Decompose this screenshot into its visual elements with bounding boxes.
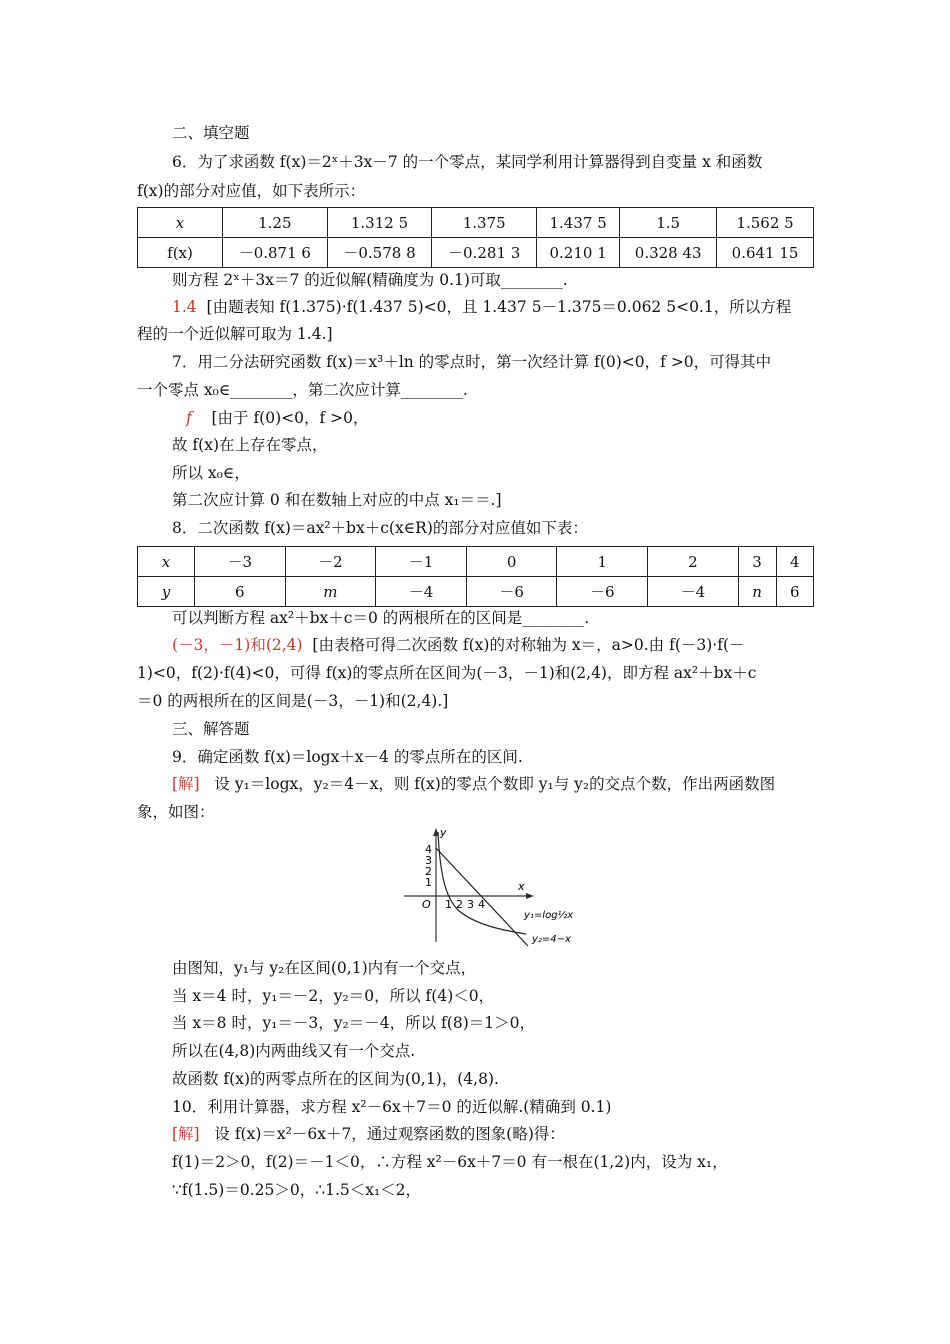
table-cell: 1.312 5: [327, 208, 432, 238]
table-header-cell: x: [138, 208, 223, 238]
table-cell: 0.328 43: [620, 238, 717, 268]
y-tick-label: 3: [425, 854, 432, 867]
q10-solution-line2: f(1)＝2＞0，f(2)＝－1＜0，∴方程 x²－6x＋7＝0 有一根在(1,2)内，设为 x₁，: [172, 1153, 728, 1171]
y-axis-label: y: [440, 826, 447, 839]
table-cell: －4: [648, 577, 739, 607]
x-axis-label: x: [518, 880, 525, 893]
q7-stem-line1: 7．用二分法研究函数 f(x)＝x³＋ln 的零点时，第一次经计算 f(0)<0，f >0，可得其中: [172, 353, 772, 371]
table-cell: －0.578 8: [327, 238, 432, 268]
origin-label: O: [422, 898, 431, 911]
table-cell: －0.871 6: [223, 238, 328, 268]
q8-explain-line3: ＝0 的两根所在的区间是(－3，－1)和(2,4).]: [137, 692, 449, 710]
x-axis-arrow-icon: [526, 893, 534, 899]
q9-solution-line6: 所以在(4,8)内两曲线又有一个交点.: [172, 1042, 416, 1060]
y-tick-label: 1: [425, 876, 432, 889]
q7-explain-line3: 所以 x₀∈，: [172, 464, 250, 482]
table-cell: 1: [557, 547, 648, 577]
q7-explain-line4: 第二次应计算 0 和在数轴上对应的中点 x₁＝＝.]: [172, 491, 502, 509]
table-cell: －3: [195, 547, 286, 577]
table-cell: －0.281 3: [432, 238, 537, 268]
table-cell: －6: [557, 577, 648, 607]
table-cell: 0: [466, 547, 557, 577]
q9-solution-line2: 象，如图：: [137, 803, 215, 821]
q9-solution-line5: 当 x＝8 时，y₁＝－3，y₂＝－4，所以 f(8)＝1＞0，: [172, 1014, 535, 1032]
q6-table: [137, 207, 814, 268]
q6-explain-1: [由题表知 f(1.375)·f(1.437 5)<0，且 1.437 5－1.375＝0.062 5<0.1，所以方程: [206, 298, 792, 316]
table-row: [138, 577, 814, 607]
table-cell: 1.375: [432, 208, 537, 238]
table-cell: －6: [466, 577, 557, 607]
q6-blank-line: 则方程 2ˣ＋3x＝7 的近似解(精确度为 0.1)可取________.: [172, 271, 568, 289]
table-cell: －1: [376, 547, 467, 577]
q8-answer-line: [172, 635, 745, 655]
section-title-fill-blank: 二、填空题: [172, 124, 250, 142]
table-cell: －4: [376, 577, 467, 607]
q8-stem: 8．二次函数 f(x)＝ax²＋bx＋c(x∈R)的部分对应值如下表：: [172, 519, 588, 537]
q6-answer: 1.4: [172, 298, 197, 316]
table-header-cell: y: [138, 577, 195, 607]
q9-solution-line3: 由图知，y₁与 y₂在区间(0,1)内有一个交点，: [172, 959, 477, 977]
q8-explain-line2: 1)<0，f(2)·f(4)<0，可得 f(x)的零点所在区间为(－3，－1)和(2,4)，即方程 ax²＋bx＋c: [137, 664, 757, 682]
x-tick-label: 2: [456, 898, 463, 911]
x-tick-label: 3: [467, 898, 474, 911]
q8-answer: (－3，－1)和(2,4): [172, 636, 303, 654]
q8-explain-1: [由表格可得二次函数 f(x)的对称轴为 x＝，a>0.由 f(－3)·f(－: [312, 636, 745, 654]
table-row: [138, 208, 814, 238]
q7-explain-line2: 故 f(x)在上存在零点，: [172, 436, 328, 454]
q6-stem-line2: f(x)的部分对应值，如下表所示：: [137, 182, 366, 200]
table-cell: 4: [776, 547, 814, 577]
table-cell: m: [285, 577, 376, 607]
q9-solution-line7: 故函数 f(x)的两零点所在的区间为(0,1)，(4,8).: [172, 1070, 499, 1088]
y-tick-label: 2: [425, 865, 432, 878]
table-cell: n: [738, 577, 776, 607]
q8-table: [137, 546, 814, 607]
table-cell: 1.562 5: [717, 208, 814, 238]
q7-explain-1: [由于 f(0)<0，f >0，: [211, 409, 369, 427]
table-cell: 1.437 5: [537, 208, 620, 238]
table-cell: 1.25: [223, 208, 328, 238]
q8-blank-line: 可以判断方程 ax²＋bx＋c＝0 的两根所在的区间是________.: [172, 609, 590, 627]
table-cell: 0.210 1: [537, 238, 620, 268]
q10-solution-line3: ∵f(1.5)＝0.25＞0，∴1.5＜x₁＜2，: [172, 1181, 422, 1199]
table-cell: 1.5: [620, 208, 717, 238]
q10-solution-line1: [172, 1124, 565, 1144]
q10-jie-label: [解]: [172, 1125, 200, 1143]
q6-stem-line1: 6．为了求函数 f(x)＝2ˣ＋3x－7 的一个零点，某同学利用计算器得到自变量 x 和函数: [172, 153, 763, 171]
table-header-cell: x: [138, 547, 195, 577]
q6-answer-line: [172, 297, 791, 317]
table-header-cell: f(x): [138, 238, 223, 268]
y-tick-label: 4: [425, 843, 432, 856]
section-title-answer: 三、解答题: [172, 720, 250, 738]
table-cell: 3: [738, 547, 776, 577]
q7-answer-line: [186, 408, 369, 428]
q9-solution-line4: 当 x＝4 时，y₁＝－2，y₂＝0，所以 f(4)＜0，: [172, 987, 495, 1005]
q9-stem: 9．确定函数 f(x)＝logx＋x－4 的零点所在的区间.: [172, 748, 523, 766]
q7-stem-line2: 一个零点 x₀∈________，第二次应计算________.: [137, 381, 468, 399]
q9-sol-1: 设 y₁＝logx，y₂＝4－x，则 f(x)的零点个数即 y₁与 y₂的交点个数，作出两函数图: [214, 775, 776, 793]
curve-y1: [438, 832, 526, 934]
x-tick-label: 1: [445, 898, 452, 911]
label-y1: y₁=log½x: [524, 910, 574, 921]
q9-function-graph: [400, 826, 600, 950]
q10-stem: 10．利用计算器，求方程 x²－6x＋7＝0 的近似解.(精确到 0.1): [172, 1098, 612, 1116]
table-cell: 6: [195, 577, 286, 607]
x-tick-label: 4: [478, 898, 485, 911]
q6-explain-line2: 程的一个近似解可取为 1.4.]: [137, 325, 333, 343]
q7-answer: f: [186, 409, 192, 427]
table-cell: 2: [648, 547, 739, 577]
table-cell: －2: [285, 547, 376, 577]
q9-jie-label: [解]: [172, 775, 200, 793]
q9-solution-line1: [172, 774, 775, 794]
q10-sol-1: 设 f(x)＝x²－6x＋7，通过观察函数的图象(略)得：: [214, 1125, 565, 1143]
table-row: [138, 547, 814, 577]
label-y2: y₂=4−x: [532, 934, 571, 945]
table-cell: 6: [776, 577, 814, 607]
table-row: [138, 238, 814, 268]
table-cell: 0.641 15: [717, 238, 814, 268]
